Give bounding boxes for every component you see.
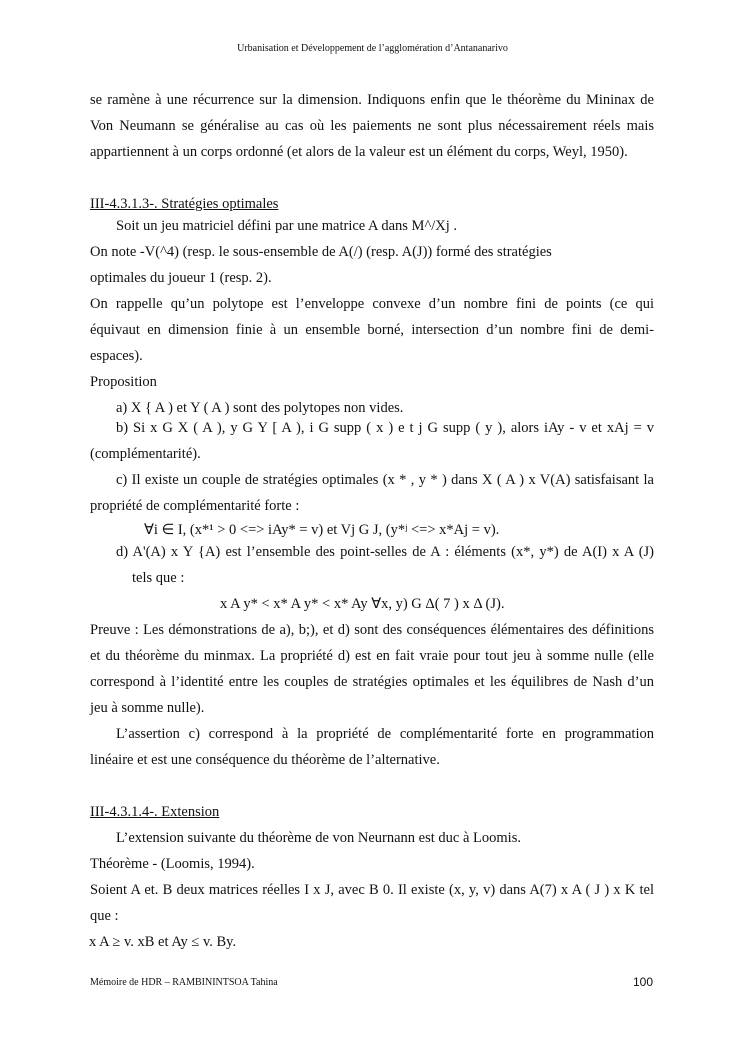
theorem-label: Théorème - (Loomis, 1994). — [90, 856, 255, 872]
proposition-item-b: b) Si x G X ( A ), y G Y [ A ), i G supp ( x ) e t j G supp ( y ), alors iAy - v et xAj = v — [116, 420, 654, 436]
body-line: L’assertion c) correspond à la propriété de complémentarité forte en programmation — [116, 726, 654, 742]
page-number: 100 — [632, 975, 653, 989]
body-line: Von Neumann se généralise au cas où les paiements ne sont plus nécessairement réels mais — [90, 118, 654, 134]
section-heading: III-4.3.1.3-. Stratégies optimales — [90, 196, 279, 212]
body-line: propriété de complémentarité forte : — [90, 498, 300, 514]
body-line: L’extension suivante du théorème de von Neurnann est duc à Loomis. — [116, 830, 521, 846]
body-line: et du théorème du minmax. La propriété d) est en fait vraie pour tout jeu à somme nulle (elle — [90, 648, 654, 664]
body-line: Soient A et. B deux matrices réelles I x J, avec B 0. Il existe (x, y, v) dans A(7) x A ( J ) x K tel — [90, 882, 654, 898]
body-line: tels que : — [132, 570, 185, 586]
body-line: appartiennent à un corps ordonné (et alors de la valeur est un élément du corps, Weyl, 1950). — [90, 144, 628, 160]
proposition-label: Proposition — [90, 374, 157, 390]
body-line: optimales du joueur 1 (resp. 2). — [90, 270, 272, 286]
body-line: (complémentarité). — [90, 446, 201, 462]
proposition-item-c: c) Il existe un couple de stratégies optimales (x * , y * ) dans X ( A ) x V(A) satisfaisant la — [116, 472, 654, 488]
body-line: se ramène à une récurrence sur la dimension. Indiquons enfin que le théorème du Mininax de — [90, 92, 654, 108]
body-line: Soit un jeu matriciel défini par une matrice A dans M^/Xj . — [116, 218, 458, 234]
body-line: On note -V(^4) (resp. le sous-ensemble de A(/) (resp. A(J)) formé des stratégies — [90, 244, 552, 260]
footer-author: Mémoire de HDR – RAMBININTSOA Tahina — [90, 977, 278, 988]
section-heading: III-4.3.1.4-. Extension — [90, 804, 220, 820]
body-line: Preuve : Les démonstrations de a), b;), et d) sont des conséquences élémentaires des définitions — [90, 622, 654, 638]
proposition-item-d: d) A'(A) x Y {A) est l’ensemble des point-selles de A : éléments (x*, y*) de A(I) x A (J) — [116, 544, 654, 560]
body-line: équivaut en dimension finie à un ensemble borné, intersection d’un nombre fini de demi- — [90, 322, 654, 338]
body-line: jeu à somme nulle). — [90, 700, 205, 716]
body-line: On rappelle qu’un polytope est l’enveloppe convexe d’un nombre fini de points (ce qui — [90, 296, 654, 312]
body-line: espaces). — [90, 348, 143, 364]
running-header: Urbanisation et Développement de l’agglomération d’Antananarivo — [237, 43, 508, 54]
formula-line: ∀i ∈ I, (x*¹ > 0 <=> iAy* = v) et Vj G J, (y*ʲ <=> x*Aj = v). — [144, 522, 500, 538]
body-line: linéaire et est une conséquence du théorème de l’alternative. — [90, 752, 440, 768]
proposition-item-a: a) X { A ) et Y ( A ) sont des polytopes non vides. — [116, 400, 404, 416]
formula-line: x A ≥ v. xB et Ay ≤ v. By. — [89, 934, 237, 950]
body-line: que : — [90, 908, 119, 924]
body-line: correspond à l’identité entre les couples de stratégies optimales et les équilibres de Nash d’un — [90, 674, 654, 690]
formula-line: x A y* < x* A y* < x* Ay ∀x, y) G Δ( 7 ) x Δ (J). — [220, 596, 505, 612]
